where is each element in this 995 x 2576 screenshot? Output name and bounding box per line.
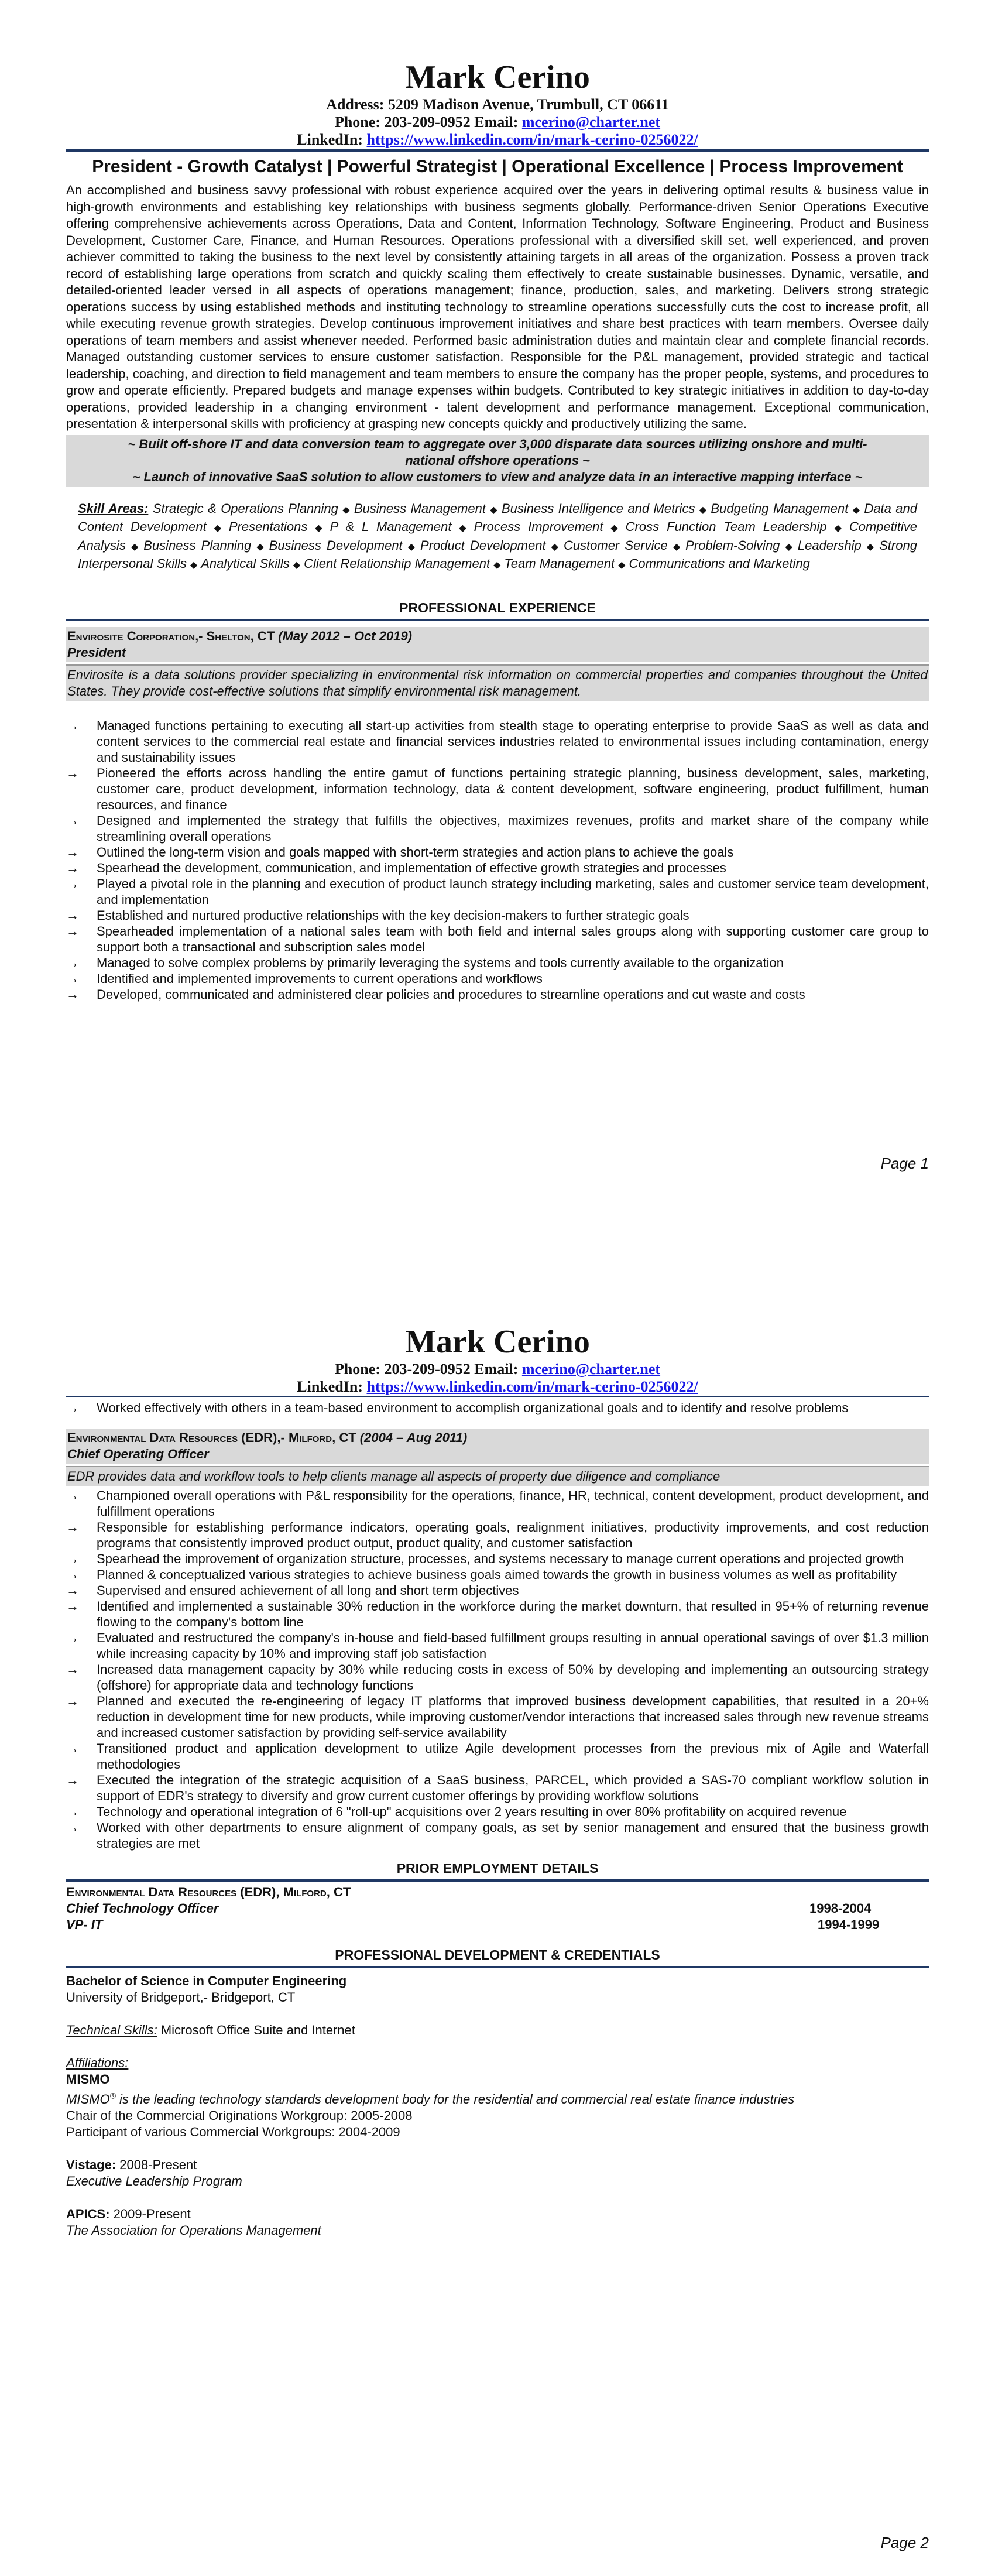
linkedin-label: LinkedIn: xyxy=(297,131,363,148)
list-item: → Spearhead the development, communication, and implementation of effective growth strategies and processes xyxy=(66,860,726,875)
list-item: → Technology and operational integration of 6 "roll-up" acquisitions over 2 years resulting in over 80% profitability on acquired revenue xyxy=(66,1804,847,1819)
diamond-icon: ◆ xyxy=(455,523,471,533)
skill-item: Data and Content Development xyxy=(78,501,917,534)
candidate-name: Mark Cerino xyxy=(405,1324,590,1360)
email-link[interactable]: mcerino@charter.net xyxy=(521,1361,661,1378)
apics xyxy=(66,2206,929,2239)
skill-item: Analytical Skills xyxy=(201,556,290,571)
arrow-right-icon: → xyxy=(66,1567,79,1582)
phone-email-label: Phone: 203-209-0952 Email: xyxy=(334,114,519,131)
list-item: → Outlined the long-term vision and goals mapped with short-term strategies and action plans to achieve the goals xyxy=(66,844,734,859)
skill-item: P & L Management xyxy=(330,519,452,534)
technical-skills-value: Microsoft Office Suite and Internet xyxy=(157,2022,356,2037)
mismo-role-1: Chair of the Commercial Originations Workgroup: 2005-2008 xyxy=(66,2108,413,2123)
page-1-content xyxy=(66,59,929,1002)
list-item: → Championed overall operations with P&L responsibility for the operations, finance, HR, technical, content development, product development, and fulfillment operations xyxy=(66,1488,929,1519)
arrow-right-icon: → xyxy=(66,1820,79,1835)
skill-item: Leadership xyxy=(797,537,862,553)
mismo-description: is the leading technology standards development body for the residential and commercial real estate finance industries xyxy=(115,2091,795,2106)
diamond-icon: ◆ xyxy=(549,542,560,552)
list-item: → Spearhead the improvement of organization structure, processes, and systems necessary to manage current operations and projected growth xyxy=(66,1551,904,1566)
header-rule xyxy=(66,1396,929,1397)
vistage-dates: 2008-Present xyxy=(116,2157,197,2172)
skill-item: Product Development xyxy=(420,537,546,553)
list-item: → Identified and implemented improvements to current operations and workflows xyxy=(66,971,543,986)
prior-role: VP- IT xyxy=(66,1917,103,1932)
arrow-right-icon: → xyxy=(66,813,79,828)
job-dates: (2004 – Aug 2011) xyxy=(359,1430,468,1445)
linkedin-label: LinkedIn: xyxy=(297,1378,363,1395)
skill-item: Team Management xyxy=(504,556,615,571)
diamond-icon: ◆ xyxy=(406,542,417,552)
mismo-name: MISMO xyxy=(66,2091,110,2106)
linkedin-line xyxy=(66,1378,929,1396)
skill-areas xyxy=(78,501,917,574)
list-item: → Pioneered the efforts across handling the entire gamut of functions pertaining strategic planning, business development, sales, marketing, customer care, product development, information technology, data & content development, software engineering, product fulfillment, human resources, and finance xyxy=(66,765,929,812)
diamond-icon: ◆ xyxy=(606,523,622,533)
list-item: → Planned and executed the re-engineering of legacy IT platforms that improved business development capabilities, that resulted in a 20+% reduction in development time for new products, while improving customer/vendor interactions that increased sales through new revenue streams and increased customer satisfaction by providing self-service availability xyxy=(66,1693,929,1740)
arrow-right-icon: → xyxy=(66,1598,79,1614)
arrow-right-icon: → xyxy=(66,1400,79,1415)
company-description: Envirosite is a data solutions provider specializing in environmental risk information on commercial properties and companies throughout the United States. They provide cost-effective solutions that simplify environmental risk management. xyxy=(66,664,929,701)
email-link[interactable]: mcerino@charter.net xyxy=(521,114,661,131)
linkedin-line xyxy=(66,131,929,149)
skill-item: Business Intelligence and Metrics xyxy=(501,501,695,516)
job-header-envirosite xyxy=(66,627,929,662)
headline: President - Growth Catalyst | Powerful Strategist | Operational Excellence | Process Improvement xyxy=(92,157,903,176)
skill-item: Process Improvement xyxy=(474,519,603,534)
skill-item: Budgeting Management xyxy=(711,501,849,516)
diamond-icon: ◆ xyxy=(783,542,794,552)
vistage xyxy=(66,2157,929,2190)
arrow-right-icon: → xyxy=(66,844,79,859)
apics-dates: 2009-Present xyxy=(109,2206,191,2221)
highlight-banner xyxy=(66,435,929,487)
arrow-right-icon: → xyxy=(66,1741,79,1756)
list-item: → Transitioned product and application development to utilize Agile development processes from the previous mix of Agile and Waterfall methodologies xyxy=(66,1741,929,1772)
list-item: → Spearheaded implementation of a national sales team with both field and internal sales groups along with supporting customer care group to support both a transactional and subscription sales model xyxy=(66,923,929,954)
phone-email-line xyxy=(66,114,929,131)
development-rule xyxy=(66,1966,929,1968)
arrow-right-icon: → xyxy=(66,1551,79,1566)
development-title: PROFESSIONAL DEVELOPMENT & CREDENTIALS xyxy=(335,1947,660,1962)
diamond-icon: ◆ xyxy=(489,505,498,515)
technical-skills xyxy=(66,2022,929,2039)
list-item: → Supervised and ensured achievement of all long and short term objectives xyxy=(66,1582,519,1598)
diamond-icon: ◆ xyxy=(864,542,876,552)
degree: Bachelor of Science in Computer Engineering xyxy=(66,1973,347,1988)
affiliations xyxy=(66,2055,929,2140)
company-name: Envirosite Corporation,- Shelton, CT xyxy=(67,628,275,643)
list-item: → Evaluated and restructured the company's in-house and field-based fulfillment groups resulting in annual operational savings of over $1.3 million while increasing capacity by 10% and improving staff job satisfaction xyxy=(66,1630,929,1661)
diamond-icon: ◆ xyxy=(311,523,327,533)
skill-item: Cross Function Team Leadership xyxy=(625,519,827,534)
registered-mark: ® xyxy=(109,2091,116,2101)
apics-organization: The Association for Operations Management xyxy=(66,2222,321,2238)
page-number: Page 1 xyxy=(880,1155,929,1172)
prior-dates: 1994-1999 xyxy=(818,1917,880,1932)
mismo-title: MISMO xyxy=(66,2071,110,2087)
prior-role-row xyxy=(66,1917,929,1933)
arrow-right-icon: → xyxy=(66,1519,79,1534)
arrow-right-icon: → xyxy=(66,1662,79,1677)
arrow-right-icon: → xyxy=(66,1630,79,1645)
prior-company: Environmental Data Resources (EDR), Milford, CT xyxy=(66,1884,351,1899)
list-item: → Designed and implemented the strategy that fulfills the objectives, maximizes revenues, profits and market share of the company while streamlining overall operations xyxy=(66,813,929,844)
resume-page-2 xyxy=(0,1288,995,2576)
skill-item: Business Development xyxy=(269,537,403,553)
prior-roles xyxy=(66,1900,929,1933)
diamond-icon: ◆ xyxy=(210,523,225,533)
job-role: Chief Operating Officer xyxy=(67,1447,209,1461)
header-rule xyxy=(66,149,929,152)
list-item: → Worked with other departments to ensure alignment of company goals, as set by senior management and ensured that the business growth strategies are met xyxy=(66,1820,929,1851)
diamond-icon: ◆ xyxy=(341,505,351,515)
diamond-icon: ◆ xyxy=(852,505,861,515)
prior-role-row xyxy=(66,1900,929,1917)
list-item: → Executed the integration of the strategic acquisition of a SaaS business, PARCEL, which provided a SAS-70 compliant workflow solution in support of EDR's strategy to diversify and grow current customer offerings by providing workflow solutions xyxy=(66,1772,929,1803)
prior-employment-title: PRIOR EMPLOYMENT DETAILS xyxy=(396,1860,599,1876)
prior-rule xyxy=(66,1879,929,1882)
arrow-right-icon: → xyxy=(66,907,79,923)
address-line: Address: 5209 Madison Avenue, Trumbull, CT 06611 xyxy=(326,96,669,113)
skill-item: Presentations xyxy=(228,519,308,534)
diamond-icon: ◆ xyxy=(129,542,140,552)
diamond-icon: ◆ xyxy=(190,560,198,570)
affiliations-label: Affiliations: xyxy=(66,2055,129,2070)
arrow-right-icon: → xyxy=(66,1772,79,1787)
list-item: → Identified and implemented a sustainable 30% reduction in the workforce during the market downturn, that resulted in 95+% of returning revenue flowing to the company's bottom line xyxy=(66,1598,929,1629)
diamond-icon: ◆ xyxy=(493,560,501,570)
highlight-2: ~ Launch of innovative SaaS solution to allow customers to view and analyze data in an interactive mapping interface ~ xyxy=(132,469,863,484)
diamond-icon: ◆ xyxy=(293,560,301,570)
job-header-edr xyxy=(66,1429,929,1464)
skill-item: Communications and Marketing xyxy=(629,556,810,571)
phone-email-label: Phone: 203-209-0952 Email: xyxy=(334,1361,519,1378)
list-item: → Established and nurtured productive relationships with the key decision-makers to further strategic goals xyxy=(66,907,689,923)
arrow-right-icon: → xyxy=(66,876,79,891)
arrow-right-icon: → xyxy=(66,955,79,970)
list-item: → Responsible for establishing performance indicators, operating goals, realignment initiatives, productivity improvements, and cost reduction programs that consistently improved product output, product quality, and customer satisfaction xyxy=(66,1519,929,1550)
skill-item: Business Planning xyxy=(143,537,252,553)
experience-rule xyxy=(66,619,929,621)
skills-list xyxy=(78,501,917,571)
job-dates: (May 2012 – Oct 2019) xyxy=(278,628,412,643)
vistage-label: Vistage: xyxy=(66,2157,116,2172)
list-item: → Managed to solve complex problems by primarily leveraging the systems and tools currently available to the organization xyxy=(66,955,784,970)
list-item: → Played a pivotal role in the planning and execution of product launch strategy including marketing, sales and customer service team development, and implementation xyxy=(66,876,929,907)
company-name: Environmental Data Resources (EDR),- Milford, CT xyxy=(67,1430,356,1445)
apics-label: APICS: xyxy=(66,2206,110,2221)
linkedin-link[interactable]: https://www.linkedin.com/in/mark-cerino-0256022/ xyxy=(366,131,698,148)
job-role: President xyxy=(67,645,126,660)
diamond-icon: ◆ xyxy=(618,560,626,570)
arrow-right-icon: → xyxy=(66,1582,79,1598)
linkedin-link[interactable]: https://www.linkedin.com/in/mark-cerino-0256022/ xyxy=(366,1378,698,1395)
diamond-icon: ◆ xyxy=(255,542,266,552)
skill-item: Client Relationship Management xyxy=(304,556,490,571)
skills-label: Skill Areas: xyxy=(78,501,149,516)
arrow-right-icon: → xyxy=(66,986,79,1002)
phone-email-line xyxy=(66,1361,929,1378)
arrow-right-icon: → xyxy=(66,718,79,733)
school: University of Bridgeport,- Bridgeport, CT xyxy=(66,1989,296,2005)
mismo-role-2: Participant of various Commercial Workgroups: 2004-2009 xyxy=(66,2124,400,2139)
highlight-1: ~ Built off-shore IT and data conversion team to aggregate over 3,000 disparate data sources utilizing onshore and multi-national offshore operations ~ xyxy=(128,436,867,468)
vistage-program: Executive Leadership Program xyxy=(66,2173,242,2188)
arrow-right-icon: → xyxy=(66,923,79,938)
page-2-content xyxy=(66,1323,929,2239)
diamond-icon: ◆ xyxy=(671,542,682,552)
arrow-right-icon: → xyxy=(66,1693,79,1708)
prior-role: Chief Technology Officer xyxy=(66,1900,219,1916)
skill-item: Business Management xyxy=(354,501,486,516)
list-item: → Planned & conceptualized various strategies to achieve business goals aimed towards the growth in business volumes as well as profitability xyxy=(66,1567,897,1582)
arrow-right-icon: → xyxy=(66,1488,79,1503)
skill-item: Strong Interpersonal Skills xyxy=(78,537,917,571)
skill-item: Competitive Analysis xyxy=(78,519,917,553)
list-item: → Developed, communicated and administered clear policies and procedures to streamline operations and cut waste and costs xyxy=(66,986,805,1002)
diamond-icon: ◆ xyxy=(698,505,708,515)
diamond-icon: ◆ xyxy=(830,523,846,533)
carryover-achievements xyxy=(66,1400,929,1416)
prior-dates: 1998-2004 xyxy=(809,1900,872,1916)
arrow-right-icon: → xyxy=(66,860,79,875)
skill-item: Strategic & Operations Planning xyxy=(152,501,338,516)
technical-skills-label: Technical Skills: xyxy=(66,2022,157,2037)
list-item: → Increased data management capacity by 30% while reducing costs in excess of 50% by developing and implementing an outsourcing strategy (offshore) for appropriate data and technology functions xyxy=(66,1662,929,1693)
job-2-achievements xyxy=(66,1488,929,1851)
education xyxy=(66,1973,929,2006)
skill-item: Customer Service xyxy=(563,537,668,553)
skill-item: Problem-Solving xyxy=(685,537,780,553)
experience-title: PROFESSIONAL EXPERIENCE xyxy=(399,600,596,615)
professional-summary: An accomplished and business savvy professional with robust experience acquired over the years in delivering optimal results & business value in high-growth environments and establishing key relationships with business segments globally. Performance-driven Senior Operations Executive offering comprehensive achievements across Operations, Data and Content, Information Technology, Software Engineering, Product and Business Development, Customer Care, Finance, and Human Resources. Operations professional with a diversified skill set, well experienced, and proven achiever committed to taking the business to the next level by consistently attaining targets in all areas of the organization. Possess a proven track record of establishing large operations from scratch and quickly scaling them effectively to create sustainable businesses. Dynamic, versatile, and detailed-oriented leader versed in all aspects of operations management; finance, production, sales, and marketing. Delivers strong strategic operations success by using established methods and instituting technology to streamline operations successfully cuts the cost to increase profit, all while executing revenue growth strategies. Develop continuous improvement initiatives and share best practices with team members. Oversee daily operations of team members and assist whenever needed. Performed basic administration duties and maintain clear and complete financial records. Managed outstanding customer services to ensure customer satisfaction. Responsible for the P&L management, provided strategic and tactical leadership, coaching, and direction to field management and team members to ensure the company has the proper people, systems, and procedures to grow and operate efficiently. Prepared budgets and manage expenses within budgets. Contributed to key strategic initiatives in addition to day-to-day operations, provided leadership in a changing environment - talent development and performance management. Exceptional communication, presentation & interpersonal skills with proficiency at grasping new concepts quickly and productively utilizing the same. xyxy=(66,183,929,431)
job-1-achievements xyxy=(66,718,929,1002)
list-item: → Managed functions pertaining to executing all start-up activities from stealth stage to operating enterprise to provide SaaS as well as data and content services to the commercial real estate and financial services industries related to environmental issues including contamination, energy and sustainability issues xyxy=(66,718,929,765)
page-number: Page 2 xyxy=(880,2534,929,2551)
candidate-name: Mark Cerino xyxy=(405,59,590,95)
list-item: → Worked effectively with others in a team-based environment to accomplish organizational goals and to identify and resolve problems xyxy=(66,1400,849,1415)
arrow-right-icon: → xyxy=(66,971,79,986)
arrow-right-icon: → xyxy=(66,765,79,780)
company-description: EDR provides data and workflow tools to help clients manage all aspects of property due diligence and compliance xyxy=(66,1466,929,1486)
arrow-right-icon: → xyxy=(66,1804,79,1819)
